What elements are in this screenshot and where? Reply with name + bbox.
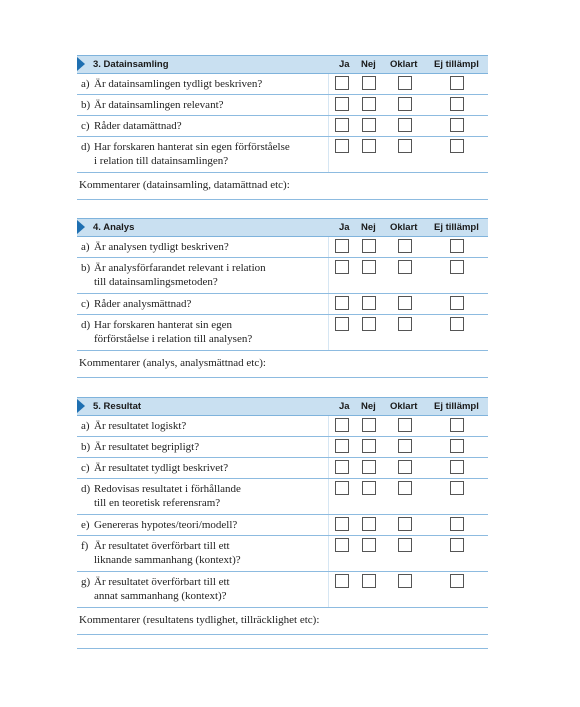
question-row [77, 237, 488, 258]
column-divider [328, 437, 329, 457]
checkbox-ja[interactable] [335, 296, 349, 310]
question-text [94, 482, 324, 510]
question-text-line: annat sammanhang (kontext)? [94, 590, 227, 602]
checkbox-oklart[interactable] [398, 439, 412, 453]
question-text-line: Är resultatet begripligt? [94, 441, 200, 453]
checkbox-ej-tillampl[interactable] [450, 538, 464, 552]
question-label: c) [81, 462, 90, 474]
question-text-line: Redovisas resultatet i förhållande [94, 483, 241, 495]
question-text-line: till datainsamlingsmetoden? [94, 276, 218, 288]
checkbox-nej[interactable] [362, 97, 376, 111]
checkbox-ja[interactable] [335, 97, 349, 111]
checkbox-nej[interactable] [362, 439, 376, 453]
col-ej-tillampl-header: Ej tillämpl [434, 222, 479, 233]
column-divider [328, 515, 329, 535]
question-row [77, 458, 488, 479]
checkbox-ja[interactable] [335, 538, 349, 552]
question-row [77, 294, 488, 315]
arrow-marker-icon [77, 220, 85, 234]
section-5 [77, 397, 488, 635]
col-oklart-header: Oklart [390, 222, 418, 233]
question-label: c) [81, 120, 90, 132]
checkbox-ej-tillampl[interactable] [450, 418, 464, 432]
column-divider [328, 416, 329, 436]
checkbox-ja[interactable] [335, 460, 349, 474]
col-nej-header: Nej [361, 222, 376, 233]
question-text-line: Är resultatet överförbart till ett [94, 576, 230, 588]
col-ej-tillampl-header: Ej tillämpl [434, 59, 479, 70]
checkbox-nej[interactable] [362, 296, 376, 310]
checkbox-oklart[interactable] [398, 239, 412, 253]
checkbox-oklart[interactable] [398, 139, 412, 153]
col-oklart-header: Oklart [390, 59, 418, 70]
question-label: b) [81, 441, 91, 453]
section-3 [77, 55, 488, 200]
question-text-line: i relation till datainsamlingen? [94, 155, 229, 167]
column-divider [328, 572, 329, 607]
column-divider [328, 237, 329, 257]
question-text-line: Genereras hypotes/teori/modell? [94, 519, 238, 531]
question-text [94, 440, 324, 454]
question-text [94, 240, 324, 254]
arrow-marker-icon [77, 57, 85, 71]
checkbox-ja[interactable] [335, 517, 349, 531]
col-nej-header: Nej [361, 401, 376, 412]
comment-blank-line[interactable] [77, 648, 488, 649]
question-text-line: Är resultatet överförbart till ett [94, 540, 230, 552]
column-divider [328, 258, 329, 293]
checkbox-ej-tillampl[interactable] [450, 517, 464, 531]
checkbox-nej[interactable] [362, 260, 376, 274]
section-title: 5. Resultat [93, 401, 142, 412]
comment-label: Kommentarer (analys, analysmättnad etc): [79, 357, 266, 369]
section-title: 4. Analys [93, 222, 135, 233]
question-text-line: Har forskaren hanterat sin egen [94, 319, 233, 331]
checkbox-ja[interactable] [335, 139, 349, 153]
question-row [77, 437, 488, 458]
question-row [77, 315, 488, 351]
question-text-line: Är resultatet tydligt beskrivet? [94, 462, 229, 474]
checkbox-ja[interactable] [335, 481, 349, 495]
checkbox-oklart[interactable] [398, 574, 412, 588]
col-ja-header: Ja [339, 401, 350, 412]
checkbox-ej-tillampl[interactable] [450, 317, 464, 331]
checkbox-ej-tillampl[interactable] [450, 296, 464, 310]
checkbox-nej[interactable] [362, 517, 376, 531]
section-4 [77, 218, 488, 378]
question-label: a) [81, 78, 90, 90]
col-ja-header: Ja [339, 59, 350, 70]
checkbox-ej-tillampl[interactable] [450, 76, 464, 90]
checkbox-oklart[interactable] [398, 481, 412, 495]
question-row [77, 95, 488, 116]
checkbox-oklart[interactable] [398, 76, 412, 90]
question-text [94, 119, 324, 133]
checkbox-ej-tillampl[interactable] [450, 139, 464, 153]
checkbox-ja[interactable] [335, 260, 349, 274]
checkbox-ja[interactable] [335, 317, 349, 331]
question-text-line: Råder datamättnad? [94, 120, 182, 132]
question-label: g) [81, 576, 91, 588]
question-text [94, 575, 324, 603]
column-divider [328, 458, 329, 478]
col-ej-tillampl-header: Ej tillämpl [434, 401, 479, 412]
checkbox-oklart[interactable] [398, 460, 412, 474]
checkbox-ja[interactable] [335, 118, 349, 132]
checkbox-nej[interactable] [362, 574, 376, 588]
checkbox-ja[interactable] [335, 418, 349, 432]
column-divider [328, 137, 329, 172]
checkbox-ej-tillampl[interactable] [450, 260, 464, 274]
question-row [77, 258, 488, 294]
question-label: b) [81, 99, 91, 111]
question-row [77, 416, 488, 437]
question-text [94, 318, 324, 346]
question-text [94, 297, 324, 311]
checkbox-nej[interactable] [362, 76, 376, 90]
question-text [94, 140, 324, 168]
question-text-line: till en teoretisk referensram? [94, 497, 221, 509]
comment-label: Kommentarer (datainsamling, datamättnad etc): [79, 179, 290, 191]
question-row [77, 515, 488, 536]
checkbox-oklart[interactable] [398, 317, 412, 331]
question-text-line: Är datainsamlingen tydligt beskriven? [94, 78, 263, 90]
question-label: a) [81, 420, 90, 432]
question-text [94, 539, 324, 567]
question-text-line: Råder analysmättnad? [94, 298, 192, 310]
col-nej-header: Nej [361, 59, 376, 70]
comment-field[interactable] [77, 351, 488, 378]
question-label: b) [81, 262, 91, 274]
question-text-line: Är analysen tydligt beskriven? [94, 241, 229, 253]
question-label: e) [81, 519, 90, 531]
column-divider [328, 294, 329, 314]
section-title: 3. Datainsamling [93, 59, 169, 70]
checkbox-ej-tillampl[interactable] [450, 574, 464, 588]
question-text-line: Är resultatet logiskt? [94, 420, 187, 432]
question-label: d) [81, 483, 91, 495]
question-label: c) [81, 298, 90, 310]
column-divider [328, 116, 329, 136]
checkbox-ja[interactable] [335, 439, 349, 453]
question-label: d) [81, 141, 91, 153]
checkbox-nej[interactable] [362, 538, 376, 552]
question-label: a) [81, 241, 90, 253]
question-text-line: Är datainsamlingen relevant? [94, 99, 224, 111]
checkbox-ej-tillampl[interactable] [450, 439, 464, 453]
column-divider [328, 95, 329, 115]
checkbox-oklart[interactable] [398, 418, 412, 432]
checkbox-oklart[interactable] [398, 296, 412, 310]
question-text [94, 518, 324, 532]
question-label: f) [81, 540, 89, 552]
question-row [77, 479, 488, 515]
checkbox-ej-tillampl[interactable] [450, 460, 464, 474]
checkbox-ja[interactable] [335, 76, 349, 90]
section-header [77, 218, 488, 237]
column-divider [328, 315, 329, 350]
checkbox-nej[interactable] [362, 239, 376, 253]
checkbox-nej[interactable] [362, 317, 376, 331]
comment-field[interactable] [77, 173, 488, 200]
checkbox-ej-tillampl[interactable] [450, 118, 464, 132]
section-header [77, 55, 488, 74]
question-row [77, 137, 488, 173]
column-divider [328, 479, 329, 514]
checkbox-oklart[interactable] [398, 97, 412, 111]
question-text-line: förförståelse i relation till analysen? [94, 333, 253, 345]
checkbox-nej[interactable] [362, 460, 376, 474]
col-oklart-header: Oklart [390, 401, 418, 412]
checkbox-oklart[interactable] [398, 517, 412, 531]
column-divider [328, 536, 329, 571]
question-text-line: Har forskaren hanterat sin egen förförståelse [94, 141, 290, 153]
question-row [77, 536, 488, 572]
question-row [77, 572, 488, 608]
column-divider [328, 74, 329, 94]
checkbox-nej[interactable] [362, 139, 376, 153]
arrow-marker-icon [77, 399, 85, 413]
question-text [94, 77, 324, 91]
question-text [94, 461, 324, 475]
question-row [77, 116, 488, 137]
question-text [94, 261, 324, 289]
checkbox-oklart[interactable] [398, 538, 412, 552]
question-text-line: Är analysförfarandet relevant i relation [94, 262, 266, 274]
question-row [77, 74, 488, 95]
checkbox-ej-tillampl[interactable] [450, 481, 464, 495]
question-text-line: liknande sammanhang (kontext)? [94, 554, 241, 566]
checkbox-ej-tillampl[interactable] [450, 239, 464, 253]
comment-field[interactable] [77, 608, 488, 635]
checkbox-ej-tillampl[interactable] [450, 97, 464, 111]
question-text [94, 98, 324, 112]
checkbox-oklart[interactable] [398, 118, 412, 132]
checkbox-nej[interactable] [362, 118, 376, 132]
question-text [94, 419, 324, 433]
section-header [77, 397, 488, 416]
comment-label: Kommentarer (resultatens tydlighet, tillräcklighet etc): [79, 614, 320, 626]
checkbox-nej[interactable] [362, 418, 376, 432]
col-ja-header: Ja [339, 222, 350, 233]
checkbox-ja[interactable] [335, 574, 349, 588]
checkbox-oklart[interactable] [398, 260, 412, 274]
checkbox-ja[interactable] [335, 239, 349, 253]
checkbox-nej[interactable] [362, 481, 376, 495]
question-label: d) [81, 319, 91, 331]
